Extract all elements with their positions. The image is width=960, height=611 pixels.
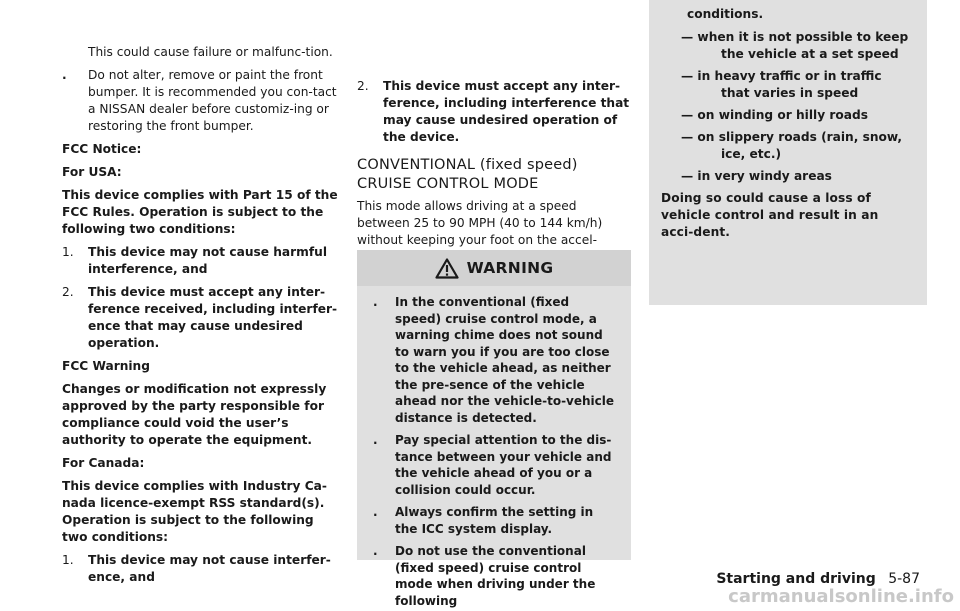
warning-item-text: In the conventional (fixed speed) cruise control mode, a warning chime does not sound to warn you if you are too close to the vehicle ahead, as neither the pre-sence of the vehicle ahead nor the vehicle-to-vehicle distance is detected.	[395, 295, 615, 425]
warning-bullet: .	[373, 295, 378, 309]
item-number: 2.	[62, 285, 74, 299]
page-number: 5-87	[888, 571, 920, 587]
usa-statement: This device complies with Part 15 of the FCC Rules. Operation is subject to the following two conditions:	[62, 188, 338, 236]
condition-line-1: — in heavy traffic or in traffic	[681, 69, 882, 83]
fcc-notice-heading: FCC Notice:	[62, 142, 142, 156]
canada-item-1	[62, 552, 338, 586]
continued-text: This could cause failure or malfunc-tion.	[88, 45, 333, 59]
continued-conditions: conditions.	[687, 7, 764, 21]
item-text: This device may not cause harmful interference, and	[88, 245, 328, 276]
middle-column	[357, 0, 631, 272]
right-column-warning-continued	[649, 0, 927, 305]
item-number: 1.	[62, 245, 74, 259]
usa-item-1	[62, 244, 338, 278]
warning-body	[357, 286, 631, 608]
bullet-mark: .	[62, 68, 67, 82]
section-title	[357, 156, 631, 194]
condition-item	[661, 29, 915, 63]
fcc-warning-heading: FCC Warning	[62, 359, 150, 373]
condition-line-2: the vehicle at a set speed	[721, 47, 899, 61]
condition-item	[661, 68, 915, 102]
item-text: This device must accept any inter-ference received, including interfer-ence that may cause undesired operation.	[88, 285, 338, 350]
warning-item	[369, 294, 619, 426]
closing-warning: Doing so could cause a loss of vehicle control and result in an acci-dent.	[661, 191, 879, 239]
section-title-line-1: CONVENTIONAL (fixed speed)	[357, 157, 578, 173]
warning-item	[369, 504, 619, 537]
item-number: 2.	[357, 79, 369, 93]
warning-item	[369, 543, 619, 609]
condition-line-2: ice, etc.)	[721, 147, 782, 161]
warning-item-text: Always confirm the setting in the ICC system display.	[395, 505, 594, 536]
condition-item	[661, 107, 915, 124]
usa-item-2	[62, 284, 338, 352]
condition-line-1: — on winding or hilly roads	[681, 108, 868, 122]
canada-statement: This device complies with Industry Ca-nada licence-exempt RSS standard(s). Operation is subject to the following two conditions:	[62, 479, 327, 544]
condition-item	[661, 129, 915, 163]
warning-header	[357, 250, 631, 286]
for-canada-heading: For Canada:	[62, 456, 145, 470]
bullet-text: Do not alter, remove or paint the front bumper. It is recommended you con-tact a NISSAN dealer before customiz-ing or restoring the front bumper.	[88, 68, 337, 133]
left-column	[62, 0, 338, 592]
bumper-bullet	[62, 67, 338, 135]
warning-item-text: Pay special attention to the dis-tance between your vehicle and the vehicle ahead of you or a collision could occur.	[395, 433, 612, 497]
section-title-line-2: CRUISE CONTROL MODE	[357, 176, 539, 192]
warning-title: WARNING	[466, 259, 554, 277]
condition-line-1: — in very windy areas	[681, 169, 832, 183]
section-body: This mode allows driving at a speed between 25 to 90 MPH (40 to 144 km/h) without keeping your foot on the accel-	[357, 199, 603, 247]
condition-item	[661, 168, 915, 185]
page-footer	[716, 571, 920, 587]
warning-triangle-icon	[435, 258, 459, 279]
item-number: 1.	[62, 553, 74, 567]
warning-bullet: .	[373, 433, 378, 447]
warning-item-text: Do not use the conventional (fixed speed) cruise control mode when driving under the following	[395, 544, 596, 608]
warning-bullet: .	[373, 544, 378, 558]
footer-section-title: Starting and driving	[716, 571, 876, 587]
warning-item	[369, 432, 619, 498]
condition-line-2: that varies in speed	[721, 86, 859, 100]
condition-line-1: — when it is not possible to keep	[681, 30, 909, 44]
for-usa-heading: For USA:	[62, 165, 122, 179]
canada-item-2	[357, 78, 631, 146]
condition-line-1: — on slippery roads (rain, snow,	[681, 130, 903, 144]
warning-statement: Changes or modification not expressly approved by the party responsible for compliance could void the user’s authority to operate the equipment.	[62, 382, 327, 447]
item-text: This device may not cause interfer-ence, and	[88, 553, 331, 584]
warning-bullet: .	[373, 505, 378, 519]
item-text: This device must accept any inter-ference, including interference that may cause undesired operation of the device.	[383, 79, 630, 144]
watermark: carmanualsonline.info	[728, 586, 954, 607]
